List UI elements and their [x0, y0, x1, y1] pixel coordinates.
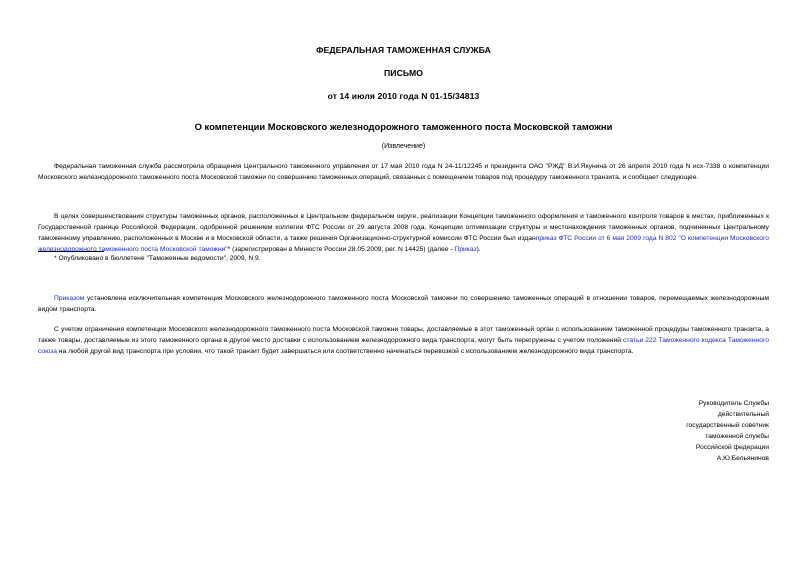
signature-rank-1: действительный	[717, 411, 769, 418]
paragraph-2-text-c: ).	[476, 246, 481, 253]
footnote: * Опубликовано в бюллетене "Таможенные ведомости", 2009, N 9.	[54, 255, 261, 262]
signature-rank-4: Российской федерации	[695, 444, 769, 451]
order-link[interactable]: Приказ	[454, 246, 477, 253]
signature-position: Руководитель Службы	[698, 400, 769, 407]
document-subtitle: (Извлечение)	[381, 143, 426, 150]
signature-rank-2: государственный советник	[686, 422, 769, 429]
paragraph-4-text-a: С учетом ограничения компетенции Московского железнодорожного таможенного поста Московской таможни товары, доставляемые в этот таможенный орган с использованием таможенной процедуры таможенного транзита, а также товары, доставляемые из этого таможенного органа в другое место доставки с использованием железнодорожного вида транспорта, могут быть перегружены с учетом положений	[38, 326, 769, 344]
paragraph-1: Федеральная таможенная служба рассмотрела обращения Центрального таможенного управления от 17 мая 2010 года N 24-11/12245 и президента ОАО "РЖД" В.И.Якунина от 26 апреля 2010 года N исх-7338 о компетенции Московского железнодорожного таможенного поста Московской таможни по совершению таможенных операций, связанных с помещением товаров под процедуру таможенного транзита, и сообщает следующее.	[38, 163, 769, 181]
signature-rank-3: таможенной службы	[705, 433, 769, 440]
agency-name: ФЕДЕРАЛЬНАЯ ТАМОЖЕННАЯ СЛУЖБА	[316, 45, 491, 55]
order-reference-link[interactable]: Приказом	[54, 295, 85, 302]
order-802-link[interactable]: приказ ФТС России от 6 мая 2009 года N 802 "О компетенции Московского железнодорожного таможенного поста Московской таможни"	[38, 235, 769, 253]
signatory-name: А.Ю.Бельянинов	[716, 455, 769, 462]
paragraph-4-text-b: на любой другой вид транспорта при условии, что такой транзит будет завершаться или соответственно начинаться перевозкой с использованием железнодорожного вида транспорта.	[56, 348, 634, 355]
paragraph-3	[38, 293, 769, 315]
paragraph-4	[38, 324, 769, 357]
document-date-number: от 14 июля 2010 года N 01-15/34813	[327, 91, 480, 101]
signature-block	[629, 398, 769, 464]
customs-code-article-222-link[interactable]: статьи 222 Таможенного кодекса Таможенного союза	[38, 337, 769, 355]
paragraph-2-text-b: * (зарегистрирован в Минюсте России 28.05.2009, рег. N 14425) (далее -	[227, 246, 455, 253]
document-title: О компетенции Московского железнодорожного таможенного поста Московской таможни	[194, 121, 613, 132]
paragraph-3-text: установлена исключительная компетенция Московского железнодорожного таможенного поста Московской таможни по совершению таможенных операций в отношении товаров, перемещаемых железнодорожным видом транспорта.	[38, 295, 769, 313]
footnote-divider	[38, 251, 104, 252]
document-type: ПИСЬМО	[384, 68, 423, 78]
paragraph-2	[38, 211, 769, 255]
paragraph-2-text-a: В целях совершенствования структуры таможенных органов, расположенных в Центральном федеральном округе, реализации Концепции таможенного оформления и таможенного контроля товаров в местах, приближенных к Государственной границе Российской Федерации, одобренной решением коллегии ФТС России от 29 августа 2008 года, Концепции оптимизации структуры и местонахождения таможенных органов, подчиненных Центральному таможенному управлению, расположенных в Москве и в Московской области, а также решения Организационно-структурной комиссии ФТС России был издан	[38, 213, 769, 242]
